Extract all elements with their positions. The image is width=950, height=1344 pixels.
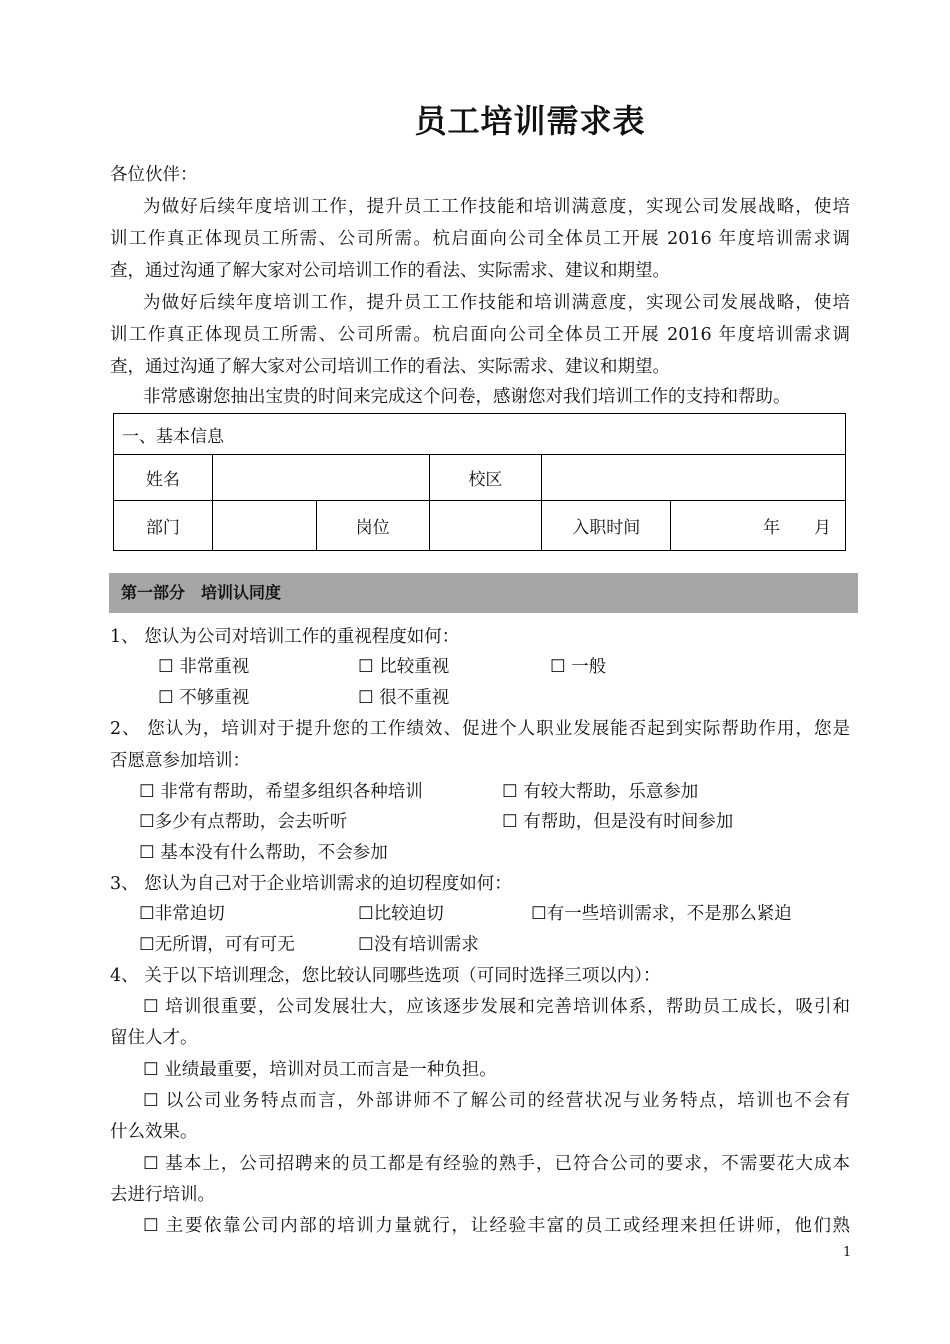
intro-p2-line3: 查，通过沟通了解大家对公司培训工作的看法、实际需求、建议和期望。 bbox=[110, 357, 670, 377]
question-3: 3、 您认为自己对于企业培训需求的迫切程度如何： bbox=[110, 874, 512, 894]
q4-option-3-line2: 什么效果。 bbox=[110, 1122, 198, 1142]
q3-option-2[interactable]: ☐比较迫切 bbox=[358, 904, 444, 924]
q4-option-4-line1[interactable]: ☐ 基本上，公司招聘来的员工都是有经验的熟手，已符合公司的要求，不需要花大成本 bbox=[143, 1154, 850, 1174]
q4-option-5-line1[interactable]: ☐ 主要依靠公司内部的培训力量就行，让经验丰富的员工或经理来担任讲师，他们熟 bbox=[143, 1216, 850, 1236]
q2-option-2[interactable]: ☐ 有较大帮助，乐意参加 bbox=[502, 782, 699, 802]
q1-option-3[interactable]: ☐ 一般 bbox=[550, 657, 607, 677]
join-date-label: 入职时间 bbox=[542, 501, 671, 551]
q4-option-1-line2: 留住人才。 bbox=[110, 1028, 198, 1048]
question-1: 1、 您认为公司对培训工作的重视程度如何： bbox=[110, 627, 460, 647]
q3-option-1[interactable]: ☐非常迫切 bbox=[139, 904, 225, 924]
greeting: 各位伙伴： bbox=[110, 165, 198, 185]
q4-option-1-line1[interactable]: ☐ 培训很重要，公司发展壮大，应该逐步发展和完善培训体系，帮助员工成长，吸引和 bbox=[143, 997, 850, 1017]
page-title: 员工培训需求表 bbox=[414, 102, 646, 140]
intro-p2-line2: 训工作真正体现员工所需、公司所需。杭启面向公司全体员工开展 2016 年度培训需求调 bbox=[110, 325, 850, 345]
q3-option-5[interactable]: ☐没有培训需求 bbox=[358, 935, 479, 955]
campus-field[interactable] bbox=[542, 455, 846, 501]
intro-p2-line1: 为做好后续年度培训工作，提升员工工作技能和培训满意度，实现公司发展战略，使培 bbox=[143, 293, 850, 313]
q2-option-3[interactable]: ☐多少有点帮助，会去听听 bbox=[139, 812, 348, 832]
post-field[interactable] bbox=[429, 501, 542, 551]
q1-option-2[interactable]: ☐ 比较重视 bbox=[358, 657, 450, 677]
campus-label: 校区 bbox=[429, 455, 542, 501]
intro-p1-line1: 为做好后续年度培训工作，提升员工工作技能和培训满意度，实现公司发展战略，使培 bbox=[143, 197, 850, 217]
name-field[interactable] bbox=[212, 455, 429, 501]
basic-info-heading: 一、基本信息 bbox=[114, 414, 846, 455]
name-label: 姓名 bbox=[114, 455, 213, 501]
q4-option-2[interactable]: ☐ 业绩最重要，培训对员工而言是一种负担。 bbox=[143, 1060, 497, 1080]
section-header: 第一部分 培训认同度 bbox=[109, 573, 858, 613]
join-date-field[interactable]: 年 月 bbox=[671, 501, 846, 551]
question-4: 4、 关于以下培训理念，您比较认同哪些选项（可同时选择三项以内）： bbox=[110, 966, 661, 986]
q2-option-5[interactable]: ☐ 基本没有什么帮助，不会参加 bbox=[139, 843, 388, 863]
q3-option-4[interactable]: ☐无所谓，可有可无 bbox=[139, 935, 295, 955]
q1-option-5[interactable]: ☐ 很不重视 bbox=[358, 688, 450, 708]
intro-p1-line3: 查，通过沟通了解大家对公司培训工作的看法、实际需求、建议和期望。 bbox=[110, 261, 670, 281]
q2-option-4[interactable]: ☐ 有帮助，但是没有时间参加 bbox=[502, 812, 734, 832]
q2-option-1[interactable]: ☐ 非常有帮助，希望多组织各种培训 bbox=[139, 782, 423, 802]
department-label: 部门 bbox=[114, 501, 213, 551]
department-field[interactable] bbox=[212, 501, 316, 551]
basic-info-table bbox=[113, 413, 846, 551]
q4-option-4-line2: 去进行培训。 bbox=[110, 1185, 215, 1205]
q1-option-1[interactable]: ☐ 非常重视 bbox=[158, 657, 250, 677]
intro-p1-line2: 训工作真正体现员工所需、公司所需。杭启面向公司全体员工开展 2016 年度培训需求调 bbox=[110, 229, 850, 249]
post-label: 岗位 bbox=[316, 501, 429, 551]
q3-option-3[interactable]: ☐有一些培训需求，不是那么紧迫 bbox=[531, 904, 792, 924]
page-number: 1 bbox=[843, 1245, 852, 1260]
q1-option-4[interactable]: ☐ 不够重视 bbox=[158, 688, 250, 708]
q4-option-3-line1[interactable]: ☐ 以公司业务特点而言，外部讲师不了解公司的经营状况与业务特点，培训也不会有 bbox=[143, 1091, 850, 1111]
question-2-line2: 否愿意参加培训： bbox=[110, 751, 250, 771]
question-2-line1: 2、 您认为，培训对于提升您的工作绩效、促进个人职业发展能否起到实际帮助作用，您是 bbox=[110, 719, 850, 739]
intro-thanks: 非常感谢您抽出宝贵的时间来完成这个问卷，感谢您对我们培训工作的支持和帮助。 bbox=[143, 387, 791, 407]
